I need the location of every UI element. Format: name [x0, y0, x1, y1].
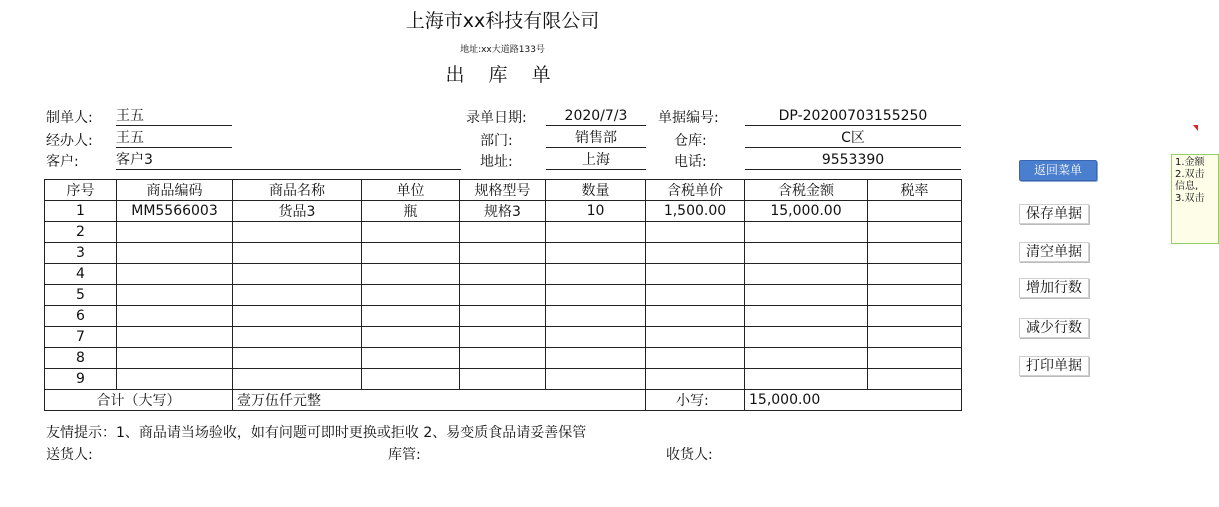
- cell-spec[interactable]: [460, 369, 546, 390]
- cell-qty[interactable]: [546, 243, 646, 264]
- cell-qty[interactable]: [546, 306, 646, 327]
- cell-index[interactable]: 4: [45, 264, 117, 285]
- cell-price[interactable]: [646, 369, 745, 390]
- table-row: [45, 264, 962, 285]
- table-row: [45, 285, 962, 306]
- cell-price[interactable]: 1,500.00: [646, 201, 745, 222]
- cell-spec[interactable]: [460, 306, 546, 327]
- table-row: [45, 369, 962, 390]
- docno-label: 单据编号:: [658, 110, 719, 126]
- print-document-button[interactable]: 打印单据: [1019, 356, 1089, 376]
- cell-qty[interactable]: [546, 348, 646, 369]
- cell-qty[interactable]: [546, 222, 646, 243]
- cell-code[interactable]: [117, 264, 233, 285]
- cell-tax[interactable]: [868, 285, 962, 306]
- cell-unit[interactable]: [362, 369, 460, 390]
- cell-spec[interactable]: [460, 348, 546, 369]
- col-header-amount: 含税金额: [745, 180, 868, 201]
- handler-label: 经办人:: [46, 133, 93, 149]
- cell-index[interactable]: 5: [45, 285, 117, 306]
- save-document-button[interactable]: 保存单据: [1019, 204, 1089, 224]
- warehouse-label: 仓库:: [674, 133, 707, 149]
- phone-label: 电话:: [674, 154, 707, 170]
- cell-qty[interactable]: [546, 285, 646, 306]
- cell-qty[interactable]: [546, 369, 646, 390]
- cell-tax[interactable]: [868, 243, 962, 264]
- cell-tax[interactable]: [868, 264, 962, 285]
- cell-tax[interactable]: [868, 327, 962, 348]
- cell-amount[interactable]: [745, 306, 868, 327]
- cell-code[interactable]: [117, 369, 233, 390]
- receiver-label: 收货人:: [666, 447, 713, 463]
- cell-index[interactable]: 7: [45, 327, 117, 348]
- cell-price[interactable]: [646, 222, 745, 243]
- small-total-value: 15,000.00: [745, 390, 962, 411]
- cell-amount[interactable]: 15,000.00: [745, 201, 868, 222]
- cell-amount[interactable]: [745, 348, 868, 369]
- col-header-price: 含税单价: [646, 180, 745, 201]
- cell-index[interactable]: 2: [45, 222, 117, 243]
- table-row: [45, 306, 962, 327]
- cell-index[interactable]: 9: [45, 369, 117, 390]
- friendly-tip: 友情提示：1、商品请当场验收，如有问题可即时更换或拒收 2、易变质食品请妥善保管: [46, 425, 587, 441]
- cell-code[interactable]: [117, 306, 233, 327]
- addr-field[interactable]: 上海: [546, 151, 646, 170]
- addr-label: 地址:: [480, 154, 513, 170]
- cell-index[interactable]: 6: [45, 306, 117, 327]
- cell-price[interactable]: [646, 327, 745, 348]
- dept-label: 部门:: [480, 133, 513, 149]
- cell-amount[interactable]: [745, 264, 868, 285]
- cell-name[interactable]: 货品3: [233, 201, 362, 222]
- cell-unit[interactable]: [362, 348, 460, 369]
- cell-name[interactable]: [233, 222, 362, 243]
- company-address: 地址:xx大道路133号: [460, 45, 545, 55]
- cell-unit[interactable]: [362, 285, 460, 306]
- cell-amount[interactable]: [745, 222, 868, 243]
- cell-spec[interactable]: 规格3: [460, 201, 546, 222]
- cell-qty[interactable]: [546, 264, 646, 285]
- cell-name[interactable]: [233, 306, 362, 327]
- cell-code[interactable]: [117, 243, 233, 264]
- customer-label: 客户:: [46, 154, 79, 170]
- company-name: 上海市xx科技有限公司: [405, 10, 600, 32]
- cell-spec[interactable]: [460, 264, 546, 285]
- cell-unit[interactable]: [362, 327, 460, 348]
- total-label: 合计（大写）: [45, 390, 233, 411]
- docno-field[interactable]: DP-20200703155250: [745, 107, 961, 126]
- cell-amount[interactable]: [745, 285, 868, 306]
- cell-unit[interactable]: [362, 306, 460, 327]
- cell-unit[interactable]: [362, 243, 460, 264]
- cell-index[interactable]: 8: [45, 348, 117, 369]
- cell-code[interactable]: [117, 285, 233, 306]
- date-field[interactable]: 2020/7/3: [546, 107, 646, 126]
- cell-name[interactable]: [233, 264, 362, 285]
- small-total-label: 小写:: [646, 390, 745, 411]
- cell-code[interactable]: [117, 348, 233, 369]
- cell-qty[interactable]: [546, 327, 646, 348]
- remove-rows-button[interactable]: 减少行数: [1019, 318, 1089, 338]
- cell-code[interactable]: [117, 327, 233, 348]
- col-header-tax: 税率: [868, 180, 962, 201]
- phone-field[interactable]: 9553390: [745, 151, 961, 170]
- note-line: 2.双击: [1175, 169, 1205, 180]
- comment-marker-icon: [1193, 125, 1198, 131]
- col-header-unit: 单位: [362, 180, 460, 201]
- table-row: [45, 222, 962, 243]
- back-to-menu-button[interactable]: 返回菜单: [1019, 160, 1097, 181]
- cell-unit[interactable]: [362, 264, 460, 285]
- total-row: [45, 390, 962, 411]
- cell-price[interactable]: [646, 264, 745, 285]
- note-line: 3.双击: [1175, 193, 1205, 204]
- goods-table: [44, 179, 962, 411]
- cell-code[interactable]: MM5566003: [117, 201, 233, 222]
- col-header-index: 序号: [45, 180, 117, 201]
- cell-tax[interactable]: [868, 348, 962, 369]
- cell-tax[interactable]: [868, 222, 962, 243]
- maker-label: 制单人:: [46, 110, 93, 126]
- keeper-label: 库管:: [388, 447, 421, 463]
- cell-name[interactable]: [233, 285, 362, 306]
- cell-amount[interactable]: [745, 243, 868, 264]
- cell-unit[interactable]: 瓶: [362, 201, 460, 222]
- add-rows-button[interactable]: 增加行数: [1019, 278, 1089, 298]
- cell-amount[interactable]: [745, 369, 868, 390]
- table-header-row: [45, 180, 962, 201]
- cell-price[interactable]: [646, 348, 745, 369]
- warehouse-field[interactable]: C区: [745, 129, 961, 148]
- col-header-qty: 数量: [546, 180, 646, 201]
- table-row: [45, 348, 962, 369]
- deliverer-label: 送货人:: [46, 447, 93, 463]
- cell-name[interactable]: [233, 327, 362, 348]
- cell-price[interactable]: [646, 306, 745, 327]
- cell-spec[interactable]: [460, 327, 546, 348]
- cell-spec[interactable]: [460, 222, 546, 243]
- customer-field[interactable]: 客户3: [116, 151, 461, 170]
- cell-spec[interactable]: [460, 285, 546, 306]
- cell-tax[interactable]: [868, 369, 962, 390]
- document-title: 出 库 单: [445, 64, 560, 86]
- date-label: 录单日期:: [466, 110, 527, 126]
- col-header-code: 商品编码: [117, 180, 233, 201]
- comment-note: [1171, 154, 1219, 244]
- col-header-name: 商品名称: [233, 180, 362, 201]
- table-row: [45, 243, 962, 264]
- table-row: [45, 201, 962, 222]
- cell-index[interactable]: 1: [45, 201, 117, 222]
- total-upper-value: 壹万伍仟元整: [233, 390, 646, 411]
- handler-field[interactable]: 王五: [116, 129, 232, 148]
- cell-qty[interactable]: 10: [546, 201, 646, 222]
- cell-amount[interactable]: [745, 327, 868, 348]
- cell-spec[interactable]: [460, 243, 546, 264]
- cell-price[interactable]: [646, 285, 745, 306]
- cell-name[interactable]: [233, 348, 362, 369]
- cell-price[interactable]: [646, 243, 745, 264]
- note-line: 信息,: [1175, 181, 1199, 192]
- col-header-spec: 规格型号: [460, 180, 546, 201]
- cell-name[interactable]: [233, 369, 362, 390]
- table-row: [45, 327, 962, 348]
- dept-field[interactable]: 销售部: [546, 129, 646, 148]
- clear-document-button[interactable]: 清空单据: [1019, 242, 1089, 262]
- cell-index[interactable]: 3: [45, 243, 117, 264]
- cell-name[interactable]: [233, 243, 362, 264]
- cell-code[interactable]: [117, 222, 233, 243]
- maker-field[interactable]: 王五: [116, 107, 232, 126]
- cell-tax[interactable]: [868, 306, 962, 327]
- cell-unit[interactable]: [362, 222, 460, 243]
- note-line: 1.金额: [1175, 157, 1205, 168]
- cell-tax[interactable]: [868, 201, 962, 222]
